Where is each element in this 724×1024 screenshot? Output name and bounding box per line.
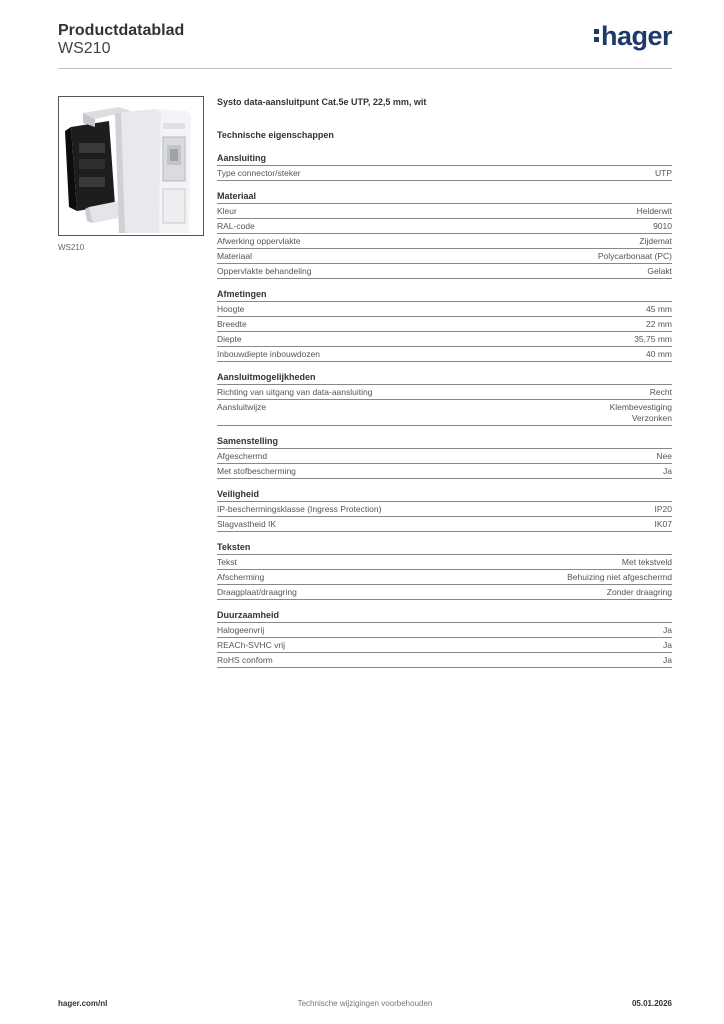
section-title: Veiligheid (217, 489, 672, 502)
property-section (217, 153, 672, 181)
property-value-text: 35,75 mm (634, 334, 672, 344)
property-value (567, 572, 672, 583)
property-value-text: Gelakt (647, 266, 672, 276)
property-row (217, 347, 672, 362)
property-value (646, 349, 672, 360)
property-row (217, 264, 672, 279)
product-details (217, 97, 672, 678)
property-label: REACh-SVHC vrij (217, 640, 286, 650)
property-label: Halogeenvrij (217, 625, 265, 635)
property-row (217, 204, 672, 219)
property-value (663, 466, 672, 477)
property-row (217, 317, 672, 332)
document-title: Productdatablad (58, 22, 185, 39)
footer-date: 05.01.2026 (631, 999, 672, 1008)
property-value (663, 625, 672, 636)
property-row (217, 166, 672, 181)
logo-dots-icon (594, 27, 599, 43)
section-title: Duurzaamheid (217, 610, 672, 623)
section-title: Teksten (217, 542, 672, 555)
technical-properties-heading: Technische eigenschappen (217, 130, 334, 140)
property-section (217, 289, 672, 362)
property-value (655, 168, 672, 179)
property-label: Slagvastheid IK (217, 519, 277, 529)
property-row (217, 517, 672, 532)
property-value-text: Nee (656, 451, 672, 461)
property-label: Afgeschermd (217, 451, 268, 461)
property-value-text: 22 mm (646, 319, 672, 329)
property-row (217, 555, 672, 570)
property-value (650, 387, 672, 398)
product-name: Systo data-aansluitpunt Cat.5e UTP, 22,5 mm, wit (217, 97, 427, 107)
property-value-text: Polycarbonaat (PC) (597, 251, 672, 261)
property-value-text: Ja (663, 640, 672, 650)
property-value-text: 45 mm (646, 304, 672, 314)
property-value (622, 557, 672, 568)
property-value-text: Behuizing niet afgeschermd (567, 572, 672, 582)
property-value (637, 206, 672, 217)
property-row (217, 570, 672, 585)
property-value-text: Zijdemat (639, 236, 672, 246)
footer-website: hager.com/nl (58, 999, 108, 1008)
property-value (610, 402, 672, 424)
property-row (217, 653, 672, 668)
property-label: Afscherming (217, 572, 265, 582)
property-label: Oppervlakte behandeling (217, 266, 312, 276)
property-value-text: Verzonken (631, 413, 672, 423)
property-row (217, 385, 672, 400)
property-section (217, 191, 672, 279)
property-label: IP-beschermingsklasse (Ingress Protection) (217, 504, 382, 514)
data-outlet-illustration (59, 97, 203, 235)
page-footer (58, 999, 672, 1011)
property-value (656, 451, 672, 462)
property-row (217, 219, 672, 234)
property-row (217, 302, 672, 317)
property-label: Draagplaat/draagring (217, 587, 297, 597)
logo-text: hager (600, 21, 672, 51)
property-section (217, 436, 672, 479)
property-value (634, 334, 672, 345)
property-value-text: Ja (663, 466, 672, 476)
hager-logo (594, 21, 672, 52)
property-label: Diepte (217, 334, 242, 344)
property-value-text: 9010 (653, 221, 672, 231)
property-value-text: Ja (663, 655, 672, 665)
property-label: Afwerking oppervlakte (217, 236, 301, 246)
property-row (217, 464, 672, 479)
property-label: Hoogte (217, 304, 245, 314)
property-row (217, 449, 672, 464)
property-label: Inbouwdiepte inbouwdozen (217, 349, 321, 359)
property-value (607, 587, 672, 598)
property-value (639, 236, 672, 247)
property-section (217, 372, 672, 426)
property-label: RAL-code (217, 221, 255, 231)
section-title: Aansluitmogelijkheden (217, 372, 672, 385)
property-label: Tekst (217, 557, 237, 567)
property-row (217, 585, 672, 600)
footer-disclaimer: Technische wijzigingen voorbehouden (297, 999, 433, 1008)
property-label: RoHS conform (217, 655, 273, 665)
property-label: Richting van uitgang van data-aansluiting (217, 387, 373, 397)
product-code: WS210 (58, 40, 111, 57)
property-value (655, 504, 673, 515)
property-value (663, 640, 672, 651)
property-row (217, 502, 672, 517)
property-value (655, 519, 673, 530)
property-value (653, 221, 672, 232)
property-value-text: Recht (649, 387, 672, 397)
property-value-text: UTP (655, 168, 672, 178)
property-value-text: Klembevestiging (609, 402, 672, 412)
property-row (217, 623, 672, 638)
product-image (58, 96, 204, 236)
property-row (217, 332, 672, 347)
property-value-text: Zonder draagring (606, 587, 672, 597)
property-row (217, 249, 672, 264)
property-label: Kleur (217, 206, 237, 216)
property-value (598, 251, 672, 262)
property-row (217, 638, 672, 653)
property-value-text: Ja (663, 625, 672, 635)
section-title: Samenstelling (217, 436, 672, 449)
property-section (217, 489, 672, 532)
property-label: Aansluitwijze (217, 402, 267, 412)
section-title: Aansluiting (217, 153, 672, 166)
property-label: Materiaal (217, 251, 252, 261)
property-value (663, 655, 672, 666)
property-section (217, 610, 672, 668)
property-row (217, 400, 672, 426)
property-section (217, 542, 672, 600)
property-value (646, 304, 672, 315)
property-value-text: IK07 (654, 519, 672, 529)
section-title: Materiaal (217, 191, 672, 204)
property-label: Met stofbescherming (217, 466, 296, 476)
property-value (647, 266, 672, 277)
property-value-text: Met tekstveld (621, 557, 672, 567)
properties-list (217, 153, 672, 668)
property-value-text: Helderwit (636, 206, 672, 216)
property-label: Breedte (217, 319, 247, 329)
page-header (58, 20, 672, 68)
property-label: Type connector/steker (217, 168, 301, 178)
property-value-text: IP20 (654, 504, 672, 514)
section-title: Afmetingen (217, 289, 672, 302)
property-value (646, 319, 672, 330)
header-divider (58, 68, 672, 69)
property-row (217, 234, 672, 249)
property-value-text: 40 mm (646, 349, 672, 359)
image-caption: WS210 (58, 243, 85, 252)
